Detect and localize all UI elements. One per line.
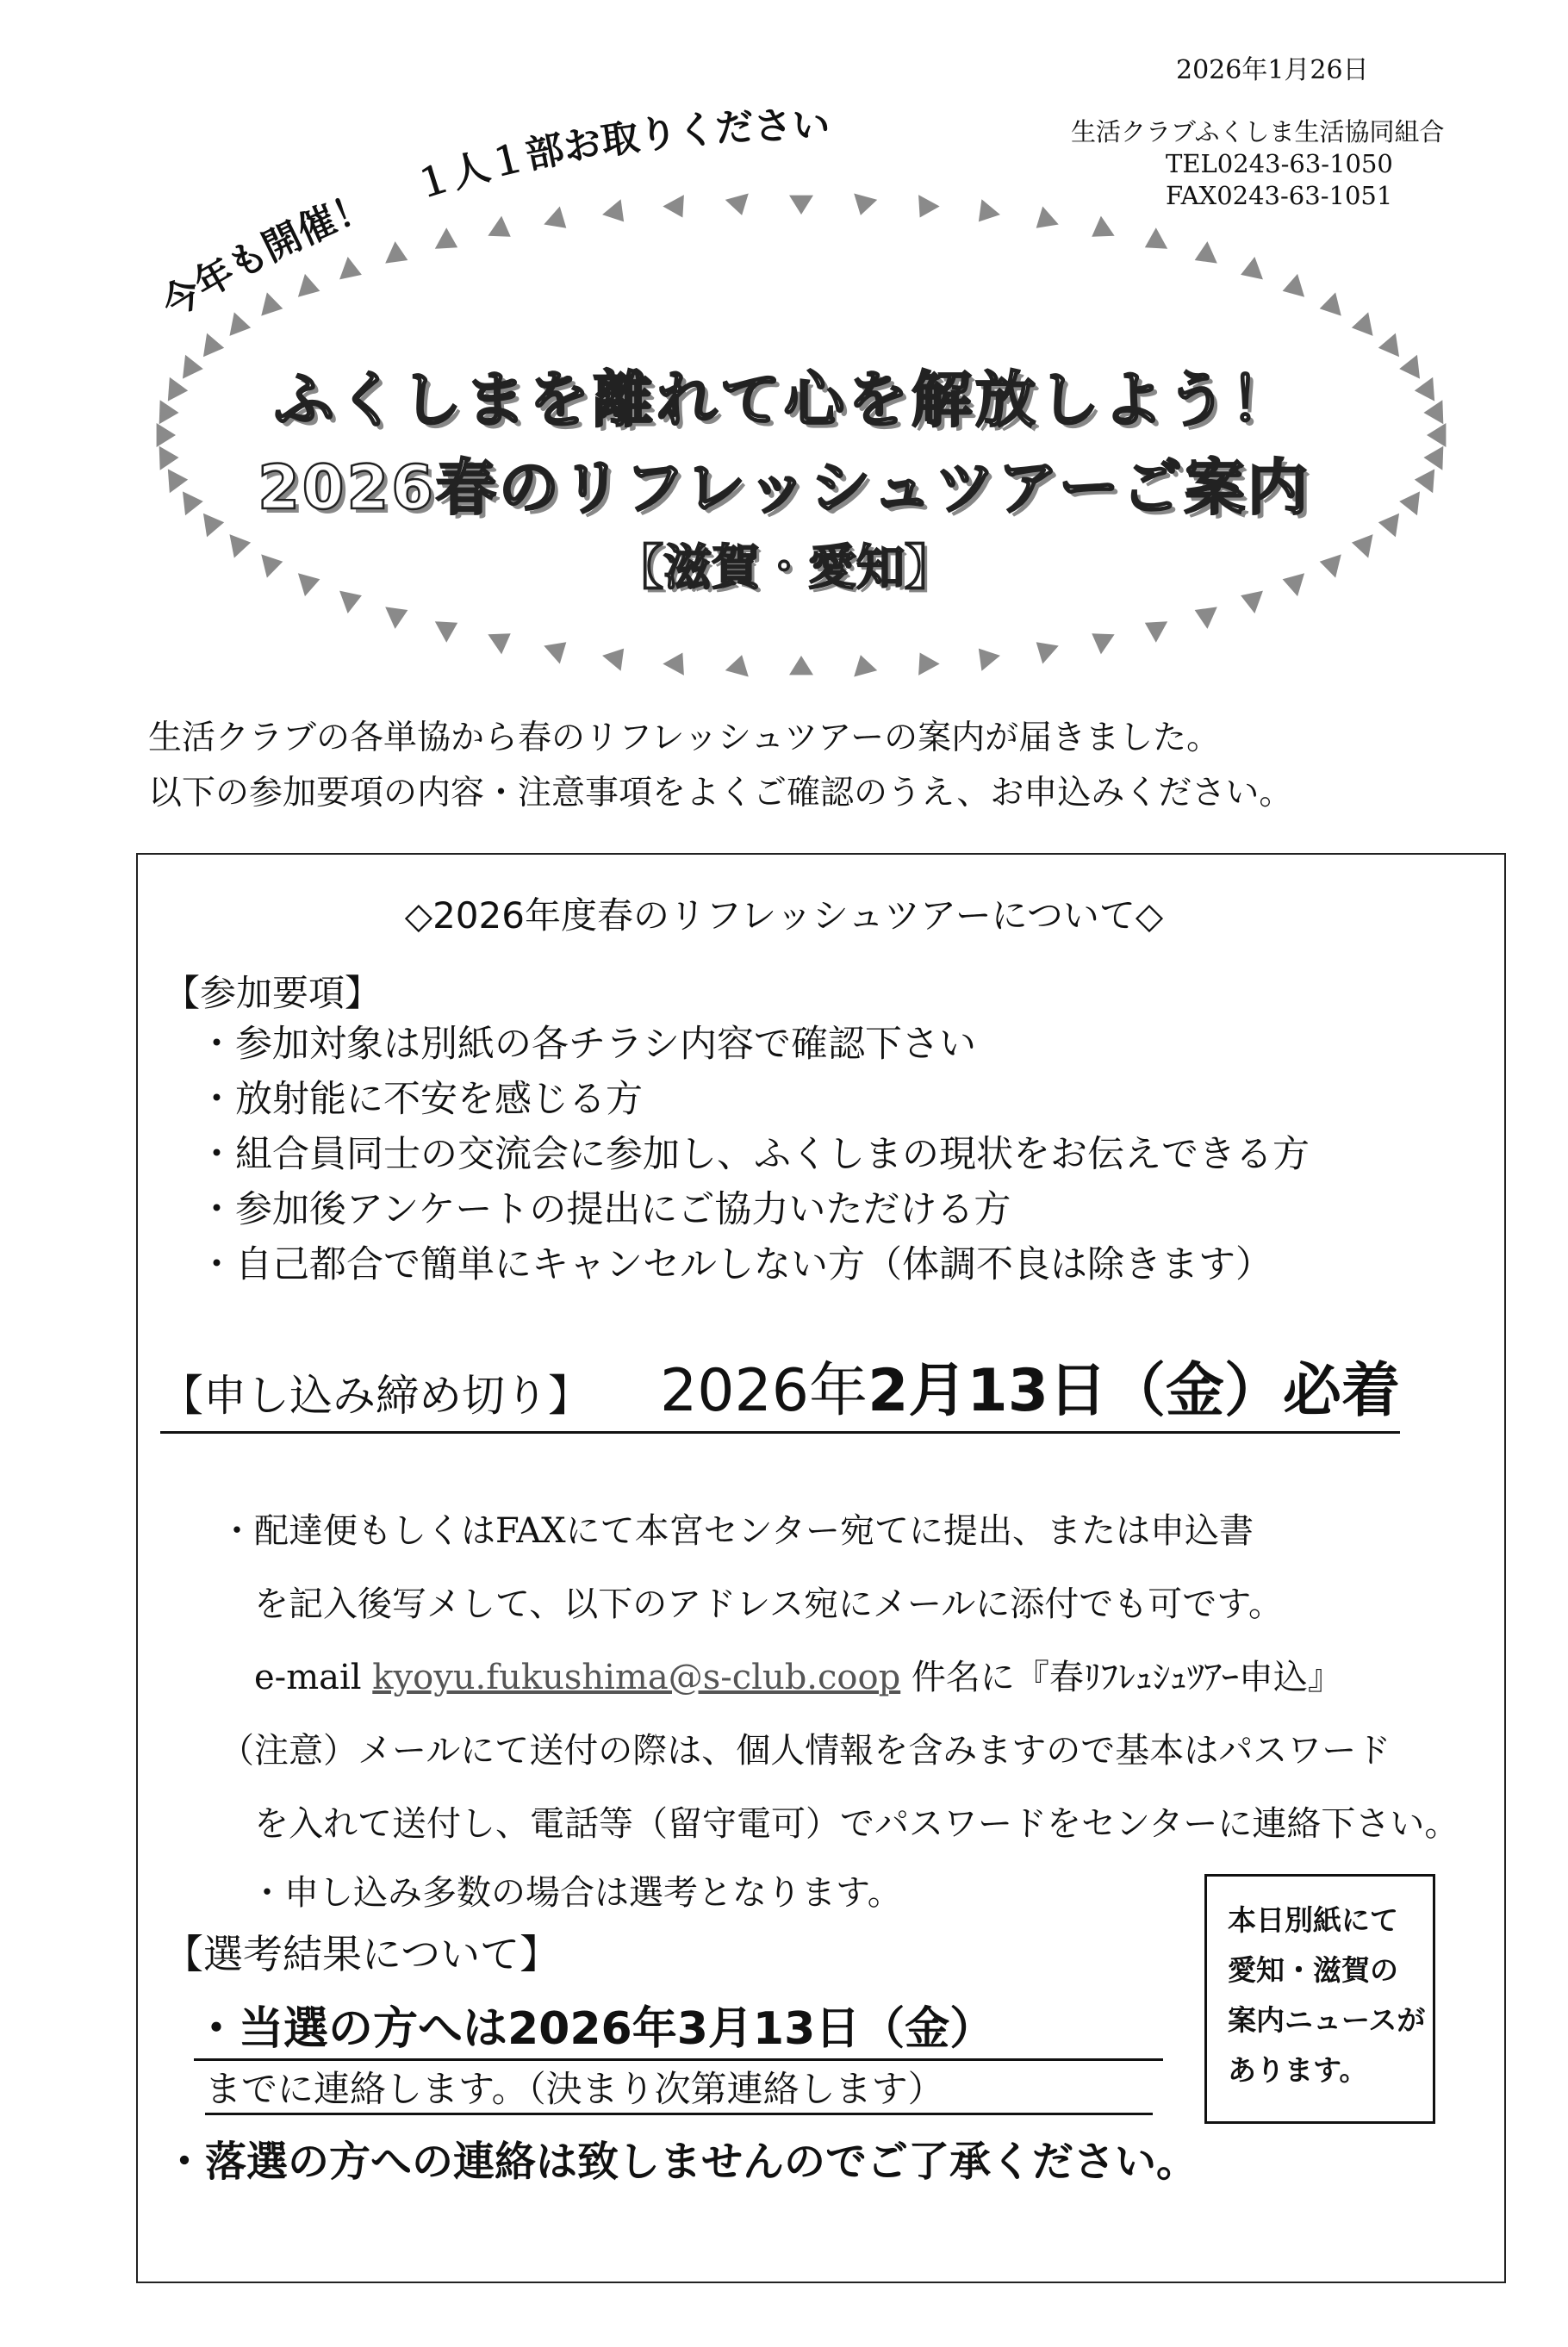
selection-title: 【選考結果について】 — [164, 1931, 560, 1977]
notice-line-3: 案内ニュースが — [1228, 2003, 1426, 2037]
decorative-triangle — [918, 653, 940, 675]
winner-notice: ・当選の方へは2026年3月13日（金） — [194, 1992, 1163, 2061]
intro-line-1: 生活クラブの各単協から春のリフレッシュツアーの案内が届きました。 — [148, 719, 1221, 757]
decorative-triangle — [602, 649, 624, 671]
notice-box — [1204, 1874, 1435, 2124]
requirement-item: ・参加対象は別紙の各チラシ内容で確認下さい — [198, 1023, 976, 1066]
email-line — [254, 1650, 1342, 1699]
loser-notice: ・落選の方への連絡は致しませんのでご了承ください。 — [164, 2138, 1198, 2186]
email-label: e-mail — [254, 1658, 362, 1697]
decorative-triangle — [1036, 206, 1059, 227]
decorative-triangle — [544, 642, 566, 663]
document-date: 2026年1月26日 — [1176, 55, 1369, 85]
caution-line-1: （注意）メールにて送付の際は、個人情報を含みますので基本はパスワード — [220, 1731, 1391, 1771]
decorative-triangle — [488, 633, 510, 654]
decorative-triangle — [1283, 274, 1304, 297]
decorative-triangle — [663, 653, 684, 675]
decorative-triangle — [854, 655, 877, 676]
decorative-triangle — [435, 621, 457, 643]
decorative-triangle — [1352, 312, 1373, 335]
intro-line-2: 以下の参加要項の内容・注意事項をよくご確認のうえ、お申込みください。 — [148, 774, 1293, 812]
requirement-item: ・自己都合で簡単にキャンセルしない方（体調不良は除きます） — [198, 1243, 1272, 1286]
decorative-triangle — [1092, 633, 1114, 654]
email-link[interactable]: kyoyu.fukushima@s-club.coop — [372, 1658, 901, 1697]
decorative-triangle — [789, 656, 813, 675]
title-region: 【滋賀・愛知】 — [615, 540, 953, 596]
slogan-left: 今年も開催！ — [153, 184, 378, 327]
decorative-triangle — [385, 607, 408, 629]
selection-note: ・申し込み多数の場合は選考となります。 — [250, 1873, 902, 1913]
decorative-triangle — [1195, 607, 1217, 629]
deadline-line — [160, 1344, 1400, 1434]
title-line-1: ふくしまを離れて心を解放しよう！ — [274, 364, 1294, 435]
decorative-triangle — [1320, 292, 1341, 315]
org-tel: TEL0243-63-1050 — [1166, 149, 1393, 178]
deadline-year: 2026年 — [660, 1357, 868, 1425]
decorative-triangle — [1036, 642, 1059, 663]
requirements-title: 【参加要項】 — [164, 972, 382, 1014]
submit-line-2: を記入後写メして、以下のアドレス宛にメールに添付でも可です。 — [254, 1584, 1283, 1624]
requirement-item: ・放射能に不安を感じる方 — [198, 1078, 643, 1121]
notice-line-4: あります。 — [1228, 2053, 1368, 2087]
intro-text — [148, 711, 1292, 821]
decorative-triangle — [725, 655, 749, 676]
requirement-item: ・参加後アンケートの提出にご協力いただける方 — [198, 1188, 1011, 1231]
slogan-banner — [146, 103, 956, 345]
winner-notice-continued: までに連絡します。（決まり次第連絡します） — [205, 2061, 1153, 2115]
box-heading: ◇2026年度春のリフレッシュツアーについて◇ — [404, 894, 1164, 937]
notice-line-1: 本日別紙にて — [1228, 1903, 1398, 1937]
decorative-triangle — [1092, 216, 1114, 237]
decorative-triangle — [1195, 241, 1217, 264]
slogan-right: １人１部お取りください — [408, 103, 831, 209]
submit-line-1: ・配達便もしくはFAXにて本宮センター宛てに提出、または申込書 — [220, 1511, 1254, 1551]
decorative-triangle — [979, 649, 1000, 671]
decorative-triangle — [1145, 621, 1167, 643]
caution-line-2: を入れて送付し、電話等（留守電可）でパスワードをセンターに連絡下さい。 — [254, 1804, 1459, 1844]
decorative-triangle — [1241, 257, 1263, 279]
svg-text:今年も開催！ １人１部お取りください — [154, 104, 831, 327]
requirement-item: ・組合員同士の交流会に参加し、ふくしまの現状をお伝えできる方 — [198, 1133, 1310, 1176]
org-name: 生活クラブふくしま生活協同組合 — [1071, 117, 1445, 146]
org-fax: FAX0243-63-1051 — [1166, 181, 1393, 210]
decorative-triangle — [979, 199, 1000, 221]
deadline-date: 2月13日（金）必着 — [868, 1357, 1401, 1425]
email-subject: 件名に『春ﾘﾌﾚｭｼｭﾂｱｰ申込』 — [911, 1658, 1342, 1697]
requirements-list — [198, 1017, 1310, 1292]
notice-line-2: 愛知・滋賀の — [1228, 1953, 1398, 1987]
title-line-2: 2026春のリフレッシュツアーご案内 — [258, 452, 1310, 523]
deadline-label: 【申し込み締め切り】 — [160, 1371, 591, 1421]
decorative-triangle — [1145, 227, 1167, 249]
